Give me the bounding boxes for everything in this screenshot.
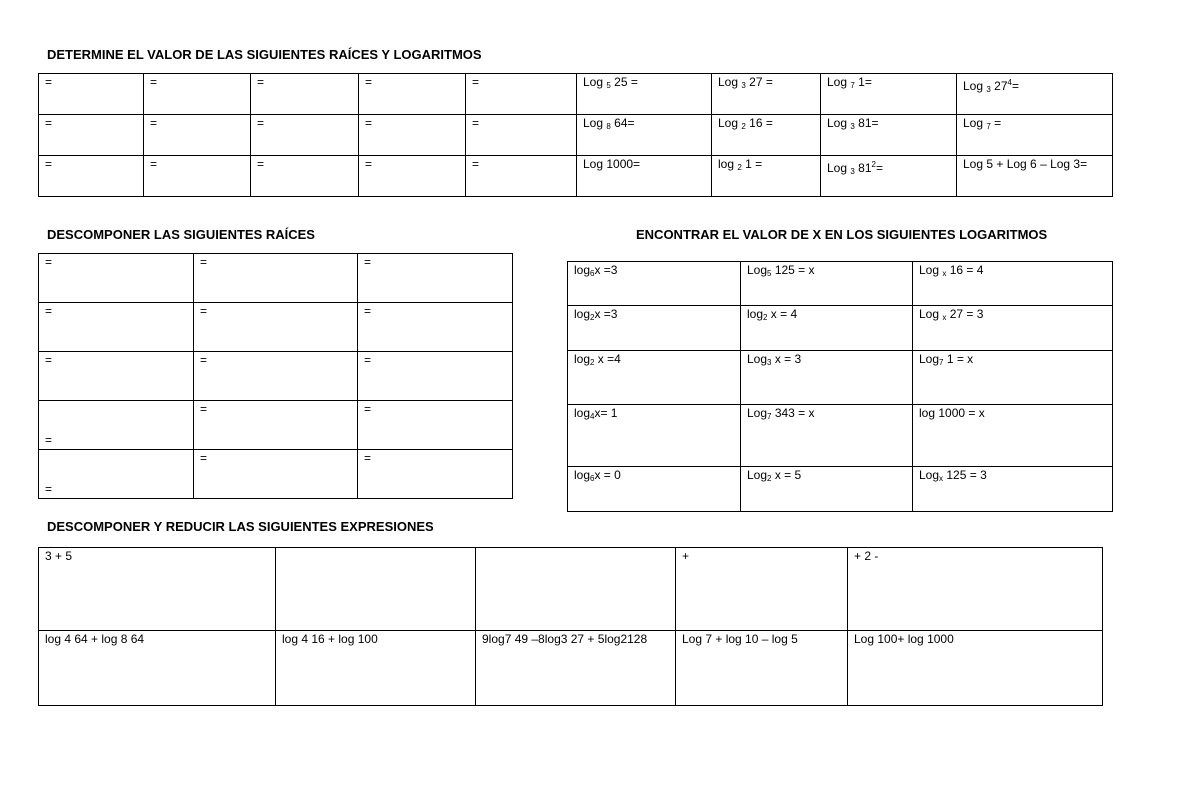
root-answer-cell — [466, 115, 577, 156]
expression-post: 81 — [854, 161, 872, 175]
log-exercise-cell — [577, 74, 712, 115]
expression-sub: 3 — [986, 85, 991, 94]
find-x-cell — [741, 405, 913, 467]
table-row — [39, 303, 513, 352]
expression-pre: log — [574, 468, 591, 482]
expression-text: Log 100+ log 1000 — [854, 632, 954, 646]
expression-sub: x — [942, 269, 947, 278]
expression-sub: 3 — [850, 167, 855, 176]
decompose-cell — [358, 254, 513, 303]
expression-post: = — [990, 116, 1002, 130]
table-row — [39, 548, 1103, 631]
equals-sign: = — [472, 157, 480, 171]
expression-sub: 2 — [590, 313, 595, 322]
decompose-cell — [194, 303, 358, 352]
table-row — [568, 306, 1113, 351]
expression-cell — [848, 631, 1103, 706]
decompose-cell — [358, 303, 513, 352]
equals-sign: = — [45, 304, 53, 318]
expression-pre: log — [574, 352, 591, 366]
root-answer-cell — [251, 156, 359, 197]
expression-post: 81= — [854, 116, 879, 130]
equals-sign: = — [365, 157, 373, 171]
expression-sub: 5 — [767, 269, 772, 278]
decompose-cell — [194, 450, 358, 499]
decompose-cell — [39, 450, 194, 499]
decompose-cell — [358, 352, 513, 401]
decompose-cell — [358, 450, 513, 499]
expression-pre: Log — [827, 75, 851, 89]
log-exercise-cell — [821, 74, 957, 115]
expression-pre: Log — [747, 468, 768, 482]
root-answer-cell — [144, 156, 251, 197]
equals-sign: = — [45, 482, 53, 496]
expression-pre: Log — [747, 352, 768, 366]
equals-sign: = — [45, 255, 53, 269]
find-x-cell — [913, 405, 1113, 467]
equals-sign: = — [150, 157, 158, 171]
expression-post: 16 = 4 — [946, 263, 984, 277]
expression-sub: 3 — [767, 358, 772, 367]
table-row — [39, 450, 513, 499]
expression-sub: 3 — [741, 81, 746, 90]
equals-sign: = — [472, 116, 480, 130]
expression-pre: log — [718, 157, 738, 171]
expression-pre: Log — [919, 468, 940, 482]
expression-cell — [676, 548, 848, 631]
root-answer-cell — [251, 74, 359, 115]
log-exercise-cell — [957, 115, 1113, 156]
log-exercise-cell — [712, 74, 821, 115]
expression-sub: 2 — [741, 122, 746, 131]
table-row — [39, 631, 1103, 706]
decompose-cell — [39, 352, 194, 401]
expression-sub: 7 — [850, 81, 855, 90]
equals-sign: = — [45, 433, 53, 447]
table-row — [568, 405, 1113, 467]
decompose-cell — [194, 401, 358, 450]
find-x-cell — [913, 262, 1113, 306]
table-row — [568, 351, 1113, 405]
expression-pre: Log — [963, 79, 987, 93]
expression-pre: Log — [827, 161, 851, 175]
equals-sign: = — [365, 116, 373, 130]
expression-pre: log — [574, 307, 591, 321]
equals-sign: = — [257, 75, 265, 89]
expression-post2: = — [1011, 79, 1019, 93]
expression-cell — [39, 631, 276, 706]
equals-sign: = — [200, 304, 208, 318]
expression-sub: 2 — [763, 313, 768, 322]
expression-text: 3 + 5 — [45, 549, 73, 563]
expression-sub: 7 — [939, 358, 944, 367]
equals-sign: = — [364, 255, 372, 269]
root-answer-cell — [39, 74, 144, 115]
root-answer-cell — [359, 156, 466, 197]
equals-sign: = — [472, 75, 480, 89]
expression-pre: Log — [718, 116, 742, 130]
expression-text: 9log7 49 –8log3 27 + 5log2128 — [482, 632, 648, 646]
decompose-cell — [39, 254, 194, 303]
expression-post: x = 0 — [594, 468, 621, 482]
root-answer-cell — [39, 156, 144, 197]
decompose-cell — [194, 254, 358, 303]
expression-text: + 2 - — [854, 549, 879, 563]
expression-post: 64= — [610, 116, 635, 130]
find-x-cell — [568, 306, 741, 351]
expression-cell — [848, 548, 1103, 631]
section-title-find-x: ENCONTRAR EL VALOR DE X EN LOS SIGUIENTES LOGARITMOS — [636, 227, 1048, 242]
expression-post: x =3 — [594, 307, 618, 321]
expression-pre: log — [574, 406, 591, 420]
expression-text: log 4 64 + log 8 64 — [45, 632, 145, 646]
expression-sub: 6 — [590, 474, 595, 483]
equals-sign: = — [365, 75, 373, 89]
equals-sign: = — [364, 402, 372, 416]
log-exercise-cell — [577, 156, 712, 197]
equals-sign: = — [257, 157, 265, 171]
expression-post2: = — [875, 161, 883, 175]
root-answer-cell — [144, 74, 251, 115]
expression-sub: 8 — [606, 122, 611, 131]
find-x-cell — [741, 467, 913, 512]
find-x-table — [567, 261, 1113, 512]
expression-cell — [676, 631, 848, 706]
equals-sign: = — [200, 451, 208, 465]
equals-sign: = — [45, 157, 53, 171]
expression-post: x =4 — [594, 352, 621, 366]
equals-sign: = — [45, 75, 53, 89]
log-exercise-cell — [577, 115, 712, 156]
expression-pre: Log — [827, 116, 851, 130]
expression-pre: Log — [919, 263, 943, 277]
equals-sign: = — [364, 353, 372, 367]
expression-post: 25 = — [610, 75, 638, 89]
expression-post: x = 3 — [771, 352, 802, 366]
log-exercise-cell — [712, 115, 821, 156]
cell-content — [45, 402, 187, 448]
expression-post: 125 = x — [771, 263, 815, 277]
find-x-cell — [741, 306, 913, 351]
expression-pre: Log — [583, 116, 607, 130]
expression-sub: 6 — [590, 269, 595, 278]
expression-pre: Log — [718, 75, 742, 89]
expression-pre: Log — [963, 116, 987, 130]
root-answer-cell — [251, 115, 359, 156]
expression-pre: Log — [919, 352, 940, 366]
expression-post: 1 = x — [943, 352, 974, 366]
expression-sub: 7 — [767, 412, 772, 421]
expression-cell — [276, 548, 476, 631]
equals-sign: = — [364, 304, 372, 318]
decompose-cell — [194, 352, 358, 401]
expression-post: x =3 — [594, 263, 618, 277]
roots-logs-table — [38, 73, 1113, 197]
equals-sign: = — [150, 116, 158, 130]
expression-pre: Log — [747, 263, 768, 277]
expression-cell — [276, 631, 476, 706]
expression-cell — [476, 631, 676, 706]
equals-sign: = — [45, 353, 53, 367]
decompose-cell — [39, 303, 194, 352]
find-x-cell — [913, 467, 1113, 512]
log-exercise-cell — [712, 156, 821, 197]
expression-post: 125 = 3 — [943, 468, 987, 482]
expression-pre: Log — [747, 406, 768, 420]
decompose-cell — [358, 401, 513, 450]
expression-sub: 2 — [767, 474, 772, 483]
expression-pre: Log — [919, 307, 943, 321]
find-x-cell — [913, 306, 1113, 351]
expression-post: 27 = 3 — [946, 307, 984, 321]
equals-sign: = — [257, 116, 265, 130]
section-title-roots-logs: DETERMINE EL VALOR DE LAS SIGUIENTES RAÍCES Y LOGARITMOS — [47, 47, 482, 62]
cell-content — [45, 451, 187, 497]
expression-pre: Log — [583, 75, 607, 89]
expression-sub: 2 — [737, 163, 742, 172]
expression-sub: 4 — [590, 412, 595, 421]
find-x-cell — [568, 467, 741, 512]
decompose-reduce-table — [38, 547, 1103, 706]
expression-pre: log — [574, 263, 591, 277]
find-x-cell — [568, 262, 741, 306]
log-exercise-cell — [821, 115, 957, 156]
expression-post: 27 — [990, 79, 1008, 93]
equals-sign: = — [200, 353, 208, 367]
table-row — [39, 74, 1113, 115]
section-title-decompose-reduce: DESCOMPONER Y REDUCIR LAS SIGUIENTES EXPRESIONES — [47, 519, 434, 534]
log-exercise-cell — [957, 74, 1113, 115]
find-x-cell — [741, 351, 913, 405]
find-x-cell — [741, 262, 913, 306]
find-x-cell — [568, 351, 741, 405]
expression-sub: x — [942, 313, 947, 322]
table-row — [39, 156, 1113, 197]
decompose-cell — [39, 401, 194, 450]
find-x-cell — [568, 405, 741, 467]
root-answer-cell — [39, 115, 144, 156]
table-row — [568, 467, 1113, 512]
expression-text: + — [682, 549, 690, 563]
expression-cell — [476, 548, 676, 631]
root-answer-cell — [466, 74, 577, 115]
expression-pre: log 1000 = x — [919, 406, 985, 420]
expression-post: 27 = — [745, 75, 773, 89]
decompose-roots-table — [38, 253, 513, 499]
expression-cell — [39, 548, 276, 631]
expression-sub: 2 — [590, 358, 595, 367]
expression-sub: 7 — [986, 122, 991, 131]
expression-sup: 4 — [1007, 78, 1012, 87]
equals-sign: = — [45, 116, 53, 130]
expression-pre: log — [747, 307, 764, 321]
expression-pre: Log 5 + Log 6 – Log 3= — [963, 157, 1088, 171]
root-answer-cell — [359, 74, 466, 115]
expression-sub: 3 — [850, 122, 855, 131]
expression-post: x = 5 — [771, 468, 802, 482]
root-answer-cell — [359, 115, 466, 156]
equals-sign: = — [200, 402, 208, 416]
table-row — [568, 262, 1113, 306]
log-exercise-cell — [957, 156, 1113, 197]
log-exercise-cell — [821, 156, 957, 197]
section-title-decompose-roots: DESCOMPONER LAS SIGUIENTES RAÍCES — [47, 227, 315, 242]
expression-post: 16 = — [745, 116, 773, 130]
root-answer-cell — [466, 156, 577, 197]
expression-post: 1 = — [741, 157, 763, 171]
expression-post: x = 4 — [767, 307, 798, 321]
expression-sub: 5 — [606, 81, 611, 90]
equals-sign: = — [364, 451, 372, 465]
table-row — [39, 352, 513, 401]
find-x-cell — [913, 351, 1113, 405]
equals-sign: = — [150, 75, 158, 89]
equals-sign: = — [200, 255, 208, 269]
table-row — [39, 115, 1113, 156]
expression-text: Log 7 + log 10 – log 5 — [682, 632, 798, 646]
expression-post: 1= — [854, 75, 872, 89]
expression-post: x= 1 — [594, 406, 618, 420]
expression-sub: x — [939, 474, 944, 483]
expression-text: log 4 16 + log 100 — [282, 632, 378, 646]
table-row — [39, 401, 513, 450]
table-row — [39, 254, 513, 303]
expression-post: 343 = x — [771, 406, 815, 420]
expression-pre: Log 1000= — [583, 157, 641, 171]
expression-sup: 2 — [871, 160, 876, 169]
root-answer-cell — [144, 115, 251, 156]
